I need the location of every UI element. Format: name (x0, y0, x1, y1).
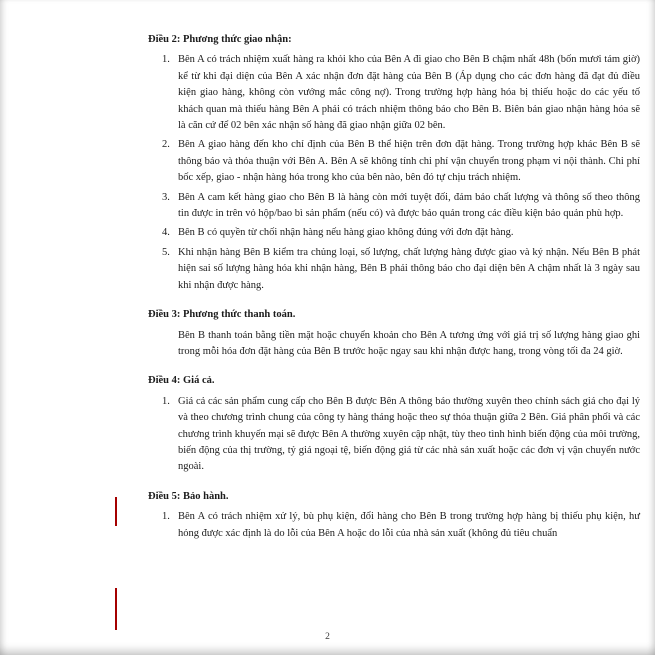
list-item-text: Khi nhận hàng Bên B kiểm tra chủng loại, số lượng, chất lượng hàng được giao và ký nhận. Nếu Bên B phát hiện sai số lượng hàng hóa khi nhận hàng, Bên B phải thông báo cho đại diện bên A chậm nhất là 3 ngày sau khi nhận được hàng. (178, 246, 640, 291)
section-heading: Điều 3: Phương thức thanh toán. (148, 309, 296, 321)
list-item-text: Bên A có trách nhiệm xuất hàng ra khỏi kho của Bên A đi giao cho Bên B chậm nhất 48h (bốn mươi tám giờ) kể từ khi đại diện của Bên A xác nhận đơn đặt hàng của Bên B (Áp dụng cho các đơn hàng đã đạt đủ điều kiện giao hàng, không còn vướng mắc công nợ). Trong trường hợp hàng hóa bị thiếu hoặc do các yếu tố khách quan mà thiếu hàng Bên A phải có trách nhiệm thông báo cho Bên B. Biên bản giao nhận hàng hóa sẽ là căn cứ để 02 bên xác nhận số hàng đã giao nhận giữa 02 bên. (178, 54, 640, 132)
list-item-text: Bên A giao hàng đến kho chỉ định của Bên B thể hiện trên đơn đặt hàng. Trong trường hợp khác Bên B sẽ thông báo và thỏa thuận với Bên A. Bên A sẽ không tính chi phí vận chuyển trong phạm vi nội thành. Chi phí bốc xếp, giao - nhận hàng hóa trong kho của bên nào, bên đó tự chịu trách nhiệm. (178, 139, 640, 184)
list-item-text: Bên B có quyền từ chối nhận hàng nếu hàng giao không đúng với đơn đặt hàng. (178, 227, 514, 239)
document-body (148, 32, 640, 545)
section-dieu-2 (148, 32, 640, 294)
revision-change-bar (115, 497, 117, 526)
list-item (148, 190, 640, 223)
list-item (148, 245, 640, 294)
list-item (148, 394, 640, 476)
list-item-text: Bên A cam kết hàng giao cho Bên B là hàng còn mới tuyệt đối, đảm bảo chất lượng và thông số theo thông tin được in trên vỏ hộp/bao bì sản phẩm (nếu có) và được bảo quản trong các điều kiện bảo quản phù hợp. (178, 191, 640, 220)
section-heading: Điều 4: Giá cả. (148, 375, 215, 387)
section-dieu-3 (148, 307, 640, 360)
section-dieu-5 (148, 489, 640, 542)
list-item-number: 4. (162, 227, 170, 239)
list-item-number: 1. (162, 511, 170, 523)
list-item (148, 52, 640, 134)
list-item-number: 1. (162, 54, 170, 66)
list-item-number: 2. (162, 139, 170, 151)
page-number: 2 (325, 632, 330, 642)
list-item (148, 137, 640, 186)
section-dieu-4 (148, 373, 640, 475)
section-heading: Điều 5: Bảo hành. (148, 490, 229, 502)
section-paragraph: Bên B thanh toán bằng tiền mặt hoặc chuyển khoản cho Bên A tương ứng với giá trị số lượng hàng giao ghi trong mỗi hóa đơn đặt hàng của Bên B trước hoặc ngay sau khi nhận được hang, trong vòng tối đa 24 giờ. (178, 329, 640, 357)
list-item (148, 509, 640, 542)
list-item-text: Bên A có trách nhiệm xử lý, bù phụ kiện, đổi hàng cho Bên B trong trường hợp hàng bị thiếu phụ kiện, hư hỏng được xác định là do lỗi của Bên A hoặc do lỗi của nhà sản xuất (không đủ tiêu chuẩn (178, 511, 640, 539)
list-item-text: Giá cả các sản phẩm cung cấp cho Bên B được Bên A thông báo thường xuyên theo chính sách giá cho đại lý và theo chương trình chung của công ty hàng tháng hoặc theo sự thỏa thuận giữa 2 Bên. Giá phân phối và các chương trình khuyến mại sẽ được Bên A thường xuyên cập nhật, tùy theo tình hình biến động của môi trường, biến động của thị trường, tỷ giá ngoại tệ, biến động giá từ các nhà sản xuất hoặc các đơn vị vận chuyển nước ngoài. (178, 395, 640, 473)
list-item-number: 5. (162, 246, 170, 258)
revision-change-bar (115, 588, 117, 630)
list-item-number: 1. (162, 395, 170, 407)
list-item-number: 3. (162, 191, 170, 203)
section-heading: Điều 2: Phương thức giao nhận: (148, 34, 292, 45)
list-item (148, 225, 640, 241)
